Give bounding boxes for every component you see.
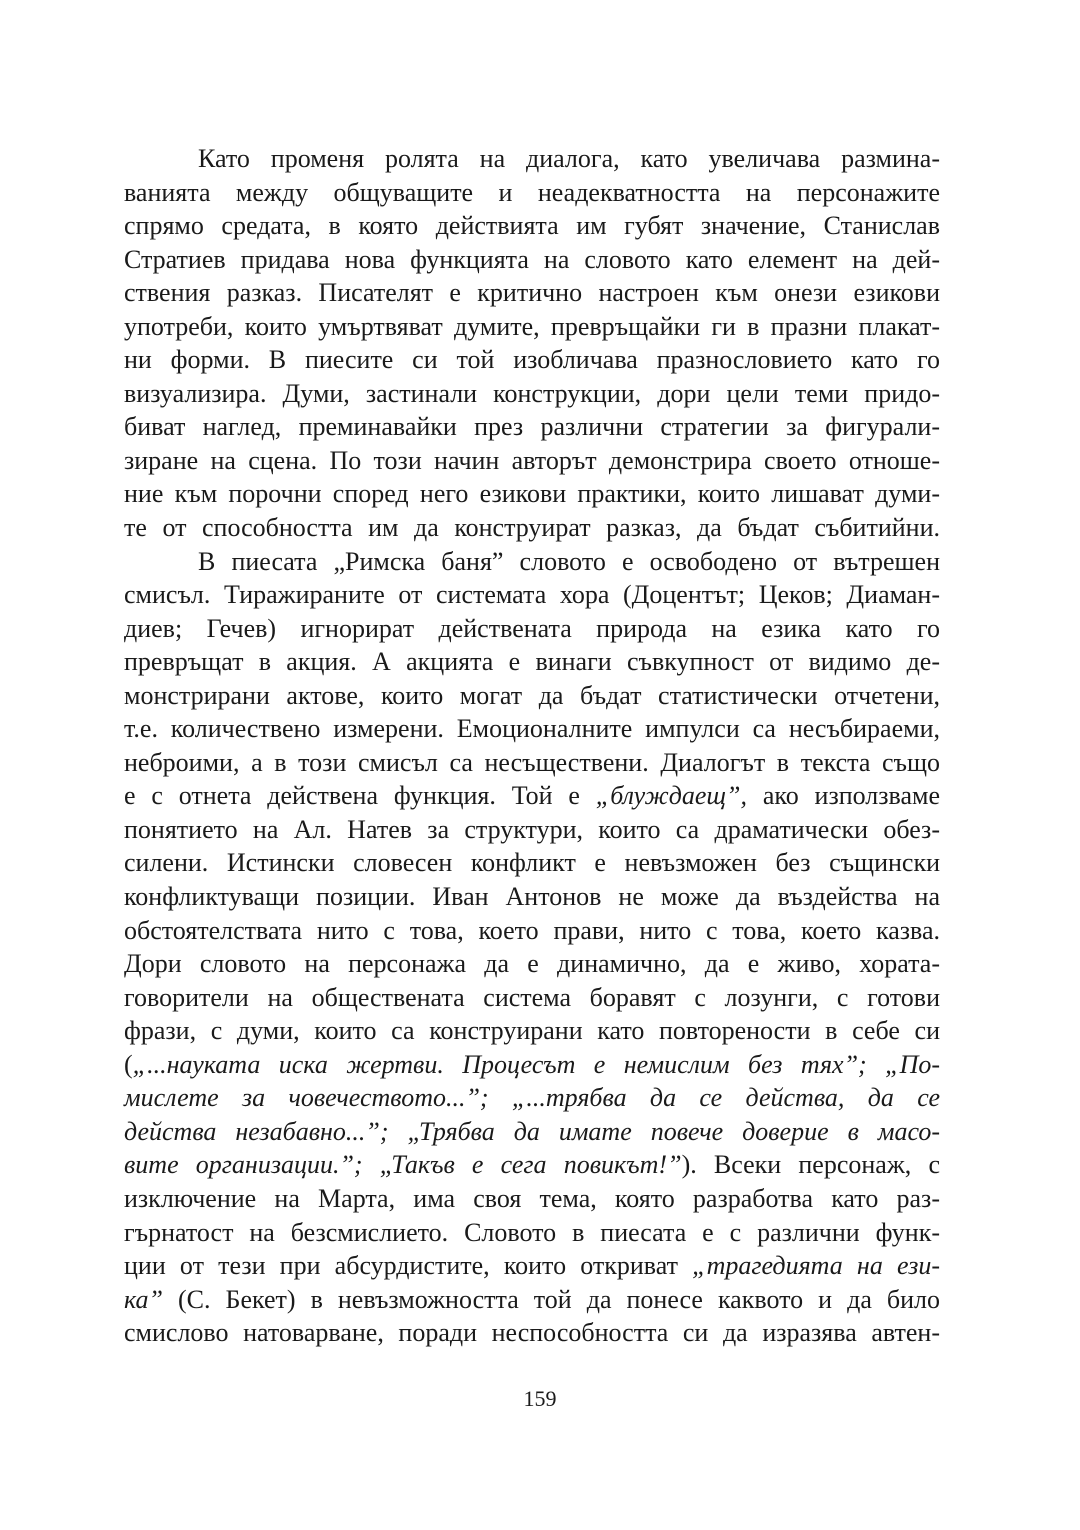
text-line: ствения разказ. Писателят е критично настроен към онези езикови: [124, 278, 940, 308]
text-line: смисъл. Тиражираните от системата хора (Доцентът; Цеков; Диаман-: [124, 580, 940, 610]
text-segment: ако използваме: [747, 781, 940, 811]
text-line: те от способността им да конструират разказ, да бъдат събитийни.: [124, 513, 940, 543]
text-line: монстрирани актове, които могат да бъдат статистически отчетени,: [124, 680, 940, 710]
text-line: силени. Истински словесен конфликт е невъзможен без същински: [124, 848, 940, 878]
italic-quote: вите организации.”; „Такъв е сега повикът!”: [124, 1150, 682, 1180]
italic-quote: „трагедията на ези-: [692, 1251, 940, 1281]
text-line: т.е. количествено измерени. Емоционалните импулси са несъбираеми,: [124, 714, 940, 744]
text-segment: ции от тези при абсурдистите, които откриват: [124, 1251, 693, 1281]
text-line: конфликтуващи позиции. Иван Антонов не може да въздейства на: [124, 882, 940, 912]
text-line: превръщат в акция. А акцията е винаги съвкупност от видимо де-: [124, 647, 940, 677]
text-line: понятието на Ал. Натев за структури, които са драматически обез-: [124, 814, 940, 844]
text-line: Стратиев придава нова функцията на словото като елемент на дей-: [124, 244, 940, 274]
text-line: биват наглед, преминавайки през различни стратегии за фигурали-: [124, 412, 940, 442]
text-line: [124, 1249, 940, 1283]
text-line: [124, 779, 940, 813]
text-line: ни форми. В пиесите си той изобличава празнословието като го: [124, 345, 940, 375]
text-line: [124, 1048, 940, 1082]
text-line: употреби, които умъртвяват думите, превръщайки ги в празни плакат-: [124, 311, 940, 341]
text-line: визуализира. Думи, застинали конструкции, дори цели теми придо-: [124, 378, 940, 408]
body-text: [124, 142, 940, 1350]
text-line: неброими, а в този смисъл са несъществени. Диалогът в текста също: [124, 747, 940, 777]
text-line: диев; Гечев) игнорират действената природа на езика като го: [124, 613, 940, 643]
text-line: спрямо средата, в която действията им губят значение, Станислав: [124, 211, 940, 241]
italic-quote: мислете за човечеството...”; „...трябва да се действа, да се: [124, 1083, 940, 1113]
text-line: смислово натоварване, поради неспособността си да изразява автен-: [124, 1318, 940, 1348]
text-line: гърнатост на безсмислието. Словото в пиесата е с различни функ-: [124, 1217, 940, 1247]
text-line: [124, 1115, 940, 1149]
text-line: зиране на сцена. По този начин авторът демонстрира своето отноше-: [124, 445, 940, 475]
text-segment: е с отнета действена функция. Той е: [124, 781, 596, 811]
text-segment: (С. Бекет) в невъзможността той да понесе каквото и да било: [162, 1284, 940, 1314]
italic-quote: „...науката иска жертви. Процесът е немислим без тях”; „По-: [132, 1049, 940, 1079]
text-line: говорители на обществената система боравят с лозунги, с готови: [124, 982, 940, 1012]
text-line: изключение на Марта, има своя тема, която разработва като раз-: [124, 1183, 940, 1213]
text-line: фрази, с думи, които са конструирани като повторености в себе си: [124, 1016, 940, 1046]
text-line: Като променя ролята на диалога, като увеличава размина-: [198, 144, 940, 173]
italic-quote: „блуждаещ”,: [595, 781, 747, 811]
text-line: Дори словото на персонажа да е динамично, да е живо, хората-: [124, 949, 940, 979]
text-segment: ). Всеки персонаж, с: [681, 1150, 940, 1180]
page-number: 159: [523, 1386, 557, 1411]
text-line: [124, 1148, 940, 1182]
text-line: ние към порочни според него езикови практики, които лишават думи-: [124, 479, 940, 509]
text-line: ванията между общуващите и неадекватността на персонажите: [124, 177, 940, 207]
italic-quote: действа незабавно...”; „Трябва да имате повече доверие в масо-: [124, 1116, 940, 1146]
text-line: В пиесата „Римска баня” словото е освободено от вътрешен: [198, 546, 940, 576]
text-line: [124, 1283, 940, 1317]
text-line: [124, 1081, 940, 1115]
italic-quote: ка”: [124, 1284, 163, 1314]
text-line: обстоятелствата нито с това, което прави, нито с това, което казва.: [124, 915, 940, 945]
text-segment: (: [124, 1049, 133, 1079]
